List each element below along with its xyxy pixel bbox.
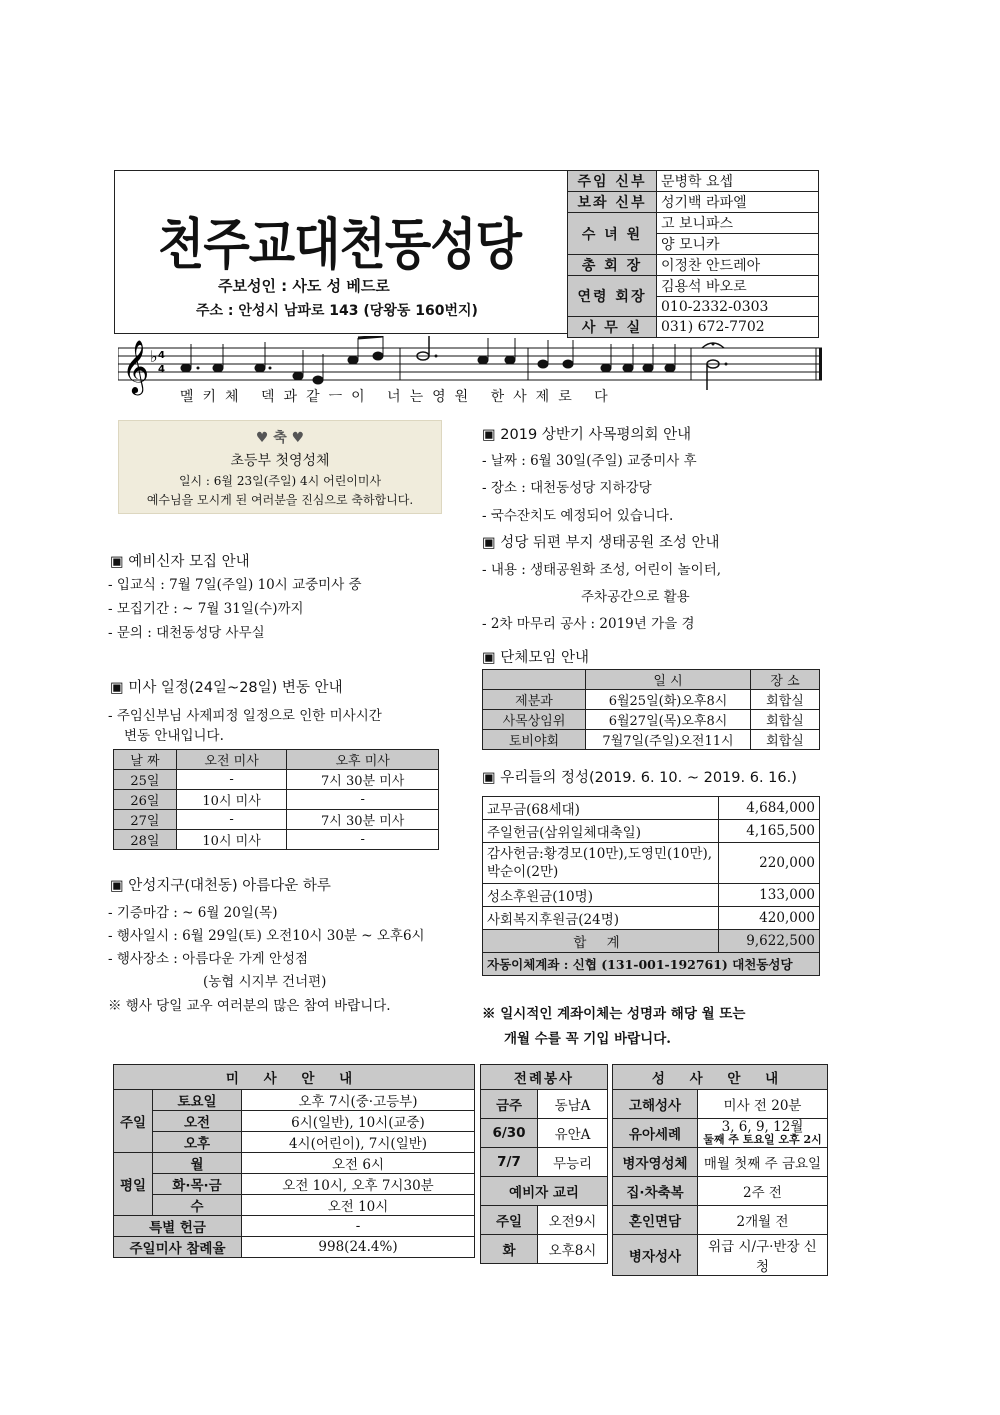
offering-note: 개월 수를 꼭 기입 바랍니다. — [504, 1031, 671, 1047]
staff-label: 사 무 실 — [568, 317, 657, 338]
staff-table — [567, 170, 819, 338]
table-row — [114, 790, 439, 810]
liturgy-service-table — [480, 1064, 608, 1264]
eco-park-heading: ▣ 성당 뒤편 부지 생태공원 조성 안내 — [482, 535, 720, 551]
group-name: 토비야회 — [483, 730, 586, 750]
account-row — [483, 953, 820, 976]
table-row — [483, 797, 820, 820]
special-offering: - — [242, 1216, 475, 1237]
offering-label: 주일헌금(삼위일체대축일) — [483, 820, 719, 843]
mass-day: 월 — [153, 1153, 242, 1174]
offering-label: 성소후원금(10명) — [483, 884, 719, 907]
date-cell: 26일 — [114, 790, 177, 810]
col-header: 오후 미사 — [287, 750, 439, 770]
catechumen-heading: ▣ 예비신자 모집 안내 — [110, 554, 250, 570]
district-item: - 행사장소 : 아름다운 가게 안성점 — [108, 951, 309, 967]
table-row — [483, 730, 820, 750]
catechism-day: 주일 — [481, 1206, 538, 1235]
table-row — [114, 830, 439, 850]
staff-phone: 010-2332-0303 — [657, 297, 819, 317]
mass-time: 오전 10시, 오후 7시30분 — [242, 1174, 475, 1195]
celebration-box — [118, 420, 442, 514]
total-amount: 9,622,500 — [719, 930, 820, 953]
baptism-months: 3, 6, 9, 12월 — [721, 1118, 804, 1135]
col-header: 일 시 — [586, 670, 751, 690]
catechism-day: 화 — [481, 1235, 538, 1264]
sunday-label: 주일 — [114, 1090, 153, 1153]
sacrament-info: 위급 시/구·반장 신청 — [698, 1235, 828, 1276]
service-group: 무능리 — [538, 1148, 608, 1177]
eco-park-item: 주차공간으로 활용 — [581, 589, 690, 605]
offering-label: 교무금(68세대) — [483, 797, 719, 820]
council-item: - 날짜 : 6월 30일(주일) 교중미사 후 — [482, 453, 697, 469]
week-label: 6/30 — [481, 1119, 538, 1148]
mass-day: 수 — [153, 1195, 242, 1216]
sacrament-table — [612, 1064, 828, 1276]
mass-day: 화·목·금 — [153, 1174, 242, 1195]
table-row — [483, 820, 820, 843]
offering-amount: 220,000 — [719, 843, 820, 884]
sacrament-name: 혼인면담 — [613, 1206, 698, 1235]
celebration-line: 예수님을 모시게 된 여러분을 진심으로 축하합니다. — [146, 493, 414, 507]
offering-amount: 133,000 — [719, 884, 820, 907]
special-offering-label: 특별 헌금 — [114, 1216, 242, 1237]
staff-label: 총 회 장 — [568, 255, 657, 276]
district-heading: ▣ 안성지구(대천동) 아름다운 하루 — [110, 878, 331, 894]
patron-saint: 주보성인 : 사도 성 베드로 — [218, 277, 390, 295]
baptism-time: 둘째 주 토요일 오후 2시 — [703, 1132, 822, 1146]
mass-change-heading: ▣ 미사 일정(24일~28일) 변동 안내 — [110, 680, 343, 696]
sacrament-title: 성 사 안 내 — [613, 1065, 828, 1090]
district-item: - 행사일시 : 6월 29일(토) 오전10시 30분 ~ 오후6시 — [108, 928, 425, 944]
eco-park-item: - 내용 : 생태공원화 조성, 어린이 놀이터, — [482, 562, 722, 578]
mass-change-table — [113, 749, 439, 850]
church-address: 주소 : 안성시 남파로 143 (당왕동 160번지) — [196, 303, 478, 319]
sacrament-name: 유아세례 — [613, 1119, 698, 1148]
group-name: 사목상임위 — [483, 710, 586, 730]
col-header: 오전 미사 — [176, 750, 287, 770]
staff-value: 성기백 라파엘 — [657, 192, 819, 213]
mass-day: 토요일 — [153, 1090, 242, 1111]
celebration-line: 일시 : 6월 23일(주일) 4시 어린이미사 — [178, 474, 382, 488]
district-note: ※ 행사 당일 교우 여러분의 많은 참여 바랍니다. — [108, 998, 391, 1014]
sacrament-info: 매월 첫째 주 금요일 — [698, 1148, 828, 1177]
total-label: 합 계 — [483, 930, 719, 953]
service-group: 유안A — [538, 1119, 608, 1148]
col-header — [483, 670, 586, 690]
catechumen-item: - 모집기간 : ~ 7월 31일(수)까지 — [108, 601, 304, 617]
catechism-time: 오후8시 — [538, 1235, 608, 1264]
mass-time: 4시(어린이), 7시(일반) — [242, 1132, 475, 1153]
groups-table — [482, 669, 820, 750]
staff-phone: 031) 672-7702 — [657, 317, 819, 338]
group-place: 회합실 — [751, 710, 820, 730]
sacrament-name: 병자영성체 — [613, 1148, 698, 1177]
staff-value: 이정찬 안드레아 — [657, 255, 819, 276]
date-cell: 25일 — [114, 770, 177, 790]
staff-label: 주임 신부 — [568, 171, 657, 192]
sacrament-name: 고해성사 — [613, 1090, 698, 1119]
liturgy-title: 전례봉사 — [481, 1065, 608, 1090]
service-group: 동남A — [538, 1090, 608, 1119]
weekday-label: 평일 — [114, 1153, 153, 1216]
council-item: - 국수잔치도 예정되어 있습니다. — [482, 508, 674, 524]
week-label: 7/7 — [481, 1148, 538, 1177]
groups-heading: ▣ 단체모임 안내 — [482, 650, 589, 666]
staff-value: 김용석 바오로 — [657, 276, 819, 297]
col-header: 날 짜 — [114, 750, 177, 770]
group-place: 회합실 — [751, 690, 820, 710]
hymn-lyrics: 멜키체 덱과같ㅡ이 너는영원 한사제로 다 — [180, 389, 617, 405]
date-cell: 27일 — [114, 810, 177, 830]
group-name: 제분과 — [483, 690, 586, 710]
catechism-time: 오전9시 — [538, 1206, 608, 1235]
bank-account: 자동이체계좌 : 신협 (131-001-192761) 대천동성당 — [483, 953, 820, 976]
staff-value: 문병학 요셉 — [657, 171, 819, 192]
offering-label: 사회복지후원금(24명) — [483, 907, 719, 930]
sacrament-name: 병자성사 — [613, 1235, 698, 1276]
sacrament-name: 집·차축복 — [613, 1177, 698, 1206]
attendance-label: 주일미사 참례율 — [114, 1237, 242, 1258]
mass-change-note: - 주임신부님 사제피정 일정으로 인한 미사시간 — [108, 708, 382, 724]
offering-amount: 420,000 — [719, 907, 820, 930]
sacrament-info: 2주 전 — [698, 1177, 828, 1206]
svg-text:♭: ♭ — [150, 347, 158, 366]
staff-label: 수 녀 원 — [568, 213, 657, 255]
am-cell: 10시 미사 — [176, 790, 287, 810]
mass-change-note: 변동 안내입니다. — [124, 728, 224, 744]
celebration-subtitle: 초등부 첫영성체 — [230, 453, 330, 469]
offering-amount: 4,165,500 — [719, 820, 820, 843]
week-label: 금주 — [481, 1090, 538, 1119]
offering-amount: 4,684,000 — [719, 797, 820, 820]
date-cell: 28일 — [114, 830, 177, 850]
sacrament-info: 2개월 전 — [698, 1206, 828, 1235]
group-time: 7월7일(주일)오전11시 — [586, 730, 751, 750]
pm-cell: - — [287, 830, 439, 850]
group-time: 6월25일(화)오후8시 — [586, 690, 751, 710]
table-row — [483, 690, 820, 710]
mass-guide-table — [113, 1064, 475, 1258]
mass-day: 오후 — [153, 1132, 242, 1153]
table-row — [483, 907, 820, 930]
offering-label: 감사헌금:황경모(10만),도영민(10만),박순이(2만) — [483, 843, 719, 884]
staff-label: 보좌 신부 — [568, 192, 657, 213]
celebration-title: ♥ 축 ♥ — [255, 430, 305, 446]
mass-time: 6시(일반), 10시(교중) — [242, 1111, 475, 1132]
am-cell: - — [176, 770, 287, 790]
staff-label: 연령 회장 — [568, 276, 657, 317]
pm-cell: - — [287, 790, 439, 810]
table-row — [114, 810, 439, 830]
group-place: 회합실 — [751, 730, 820, 750]
offering-heading: ▣ 우리들의 정성(2019. 6. 10. ~ 2019. 6. 16.) — [482, 770, 797, 786]
total-row — [483, 930, 820, 953]
council-heading: ▣ 2019 상반기 사목평의회 안내 — [482, 427, 692, 443]
am-cell: 10시 미사 — [176, 830, 287, 850]
mass-time: 오후 7시(중·고등부) — [242, 1090, 475, 1111]
group-time: 6월27일(목)오후8시 — [586, 710, 751, 730]
catechumen-item: - 문의 : 대천동성당 사무실 — [108, 625, 265, 641]
catechism-title: 예비자 교리 — [481, 1177, 608, 1206]
sacrament-info: 미사 전 20분 — [698, 1090, 828, 1119]
col-header: 장 소 — [751, 670, 820, 690]
attendance-rate: 998(24.4%) — [242, 1237, 475, 1258]
staff-value: 고 보니파스 — [657, 213, 819, 234]
svg-text:4: 4 — [158, 350, 165, 361]
council-item: - 장소 : 대천동성당 지하강당 — [482, 480, 652, 496]
district-place-sub: (농협 시지부 건너편) — [203, 974, 327, 990]
offering-table — [482, 796, 820, 976]
mass-guide-title: 미 사 안 내 — [114, 1065, 475, 1090]
table-row — [483, 710, 820, 730]
staff-value: 양 모니카 — [657, 234, 819, 255]
treble-clef-icon: 𝄞 — [122, 339, 150, 393]
sacrament-info — [698, 1119, 828, 1148]
table-row — [114, 770, 439, 790]
svg-text:4: 4 — [158, 364, 165, 375]
church-title: 천주교대천동성당 — [158, 212, 521, 278]
mass-day: 오전 — [153, 1111, 242, 1132]
table-row — [483, 843, 820, 884]
pm-cell: 7시 30분 미사 — [287, 810, 439, 830]
mass-time: 오전 6시 — [242, 1153, 475, 1174]
table-row — [483, 884, 820, 907]
am-cell: - — [176, 810, 287, 830]
district-item: - 기증마감 : ~ 6월 20일(목) — [108, 905, 278, 921]
offering-note: ※ 일시적인 계좌이체는 성명과 해당 월 또는 — [482, 1006, 746, 1022]
eco-park-item: - 2차 마무리 공사 : 2019년 가을 경 — [482, 616, 695, 632]
pm-cell: 7시 30분 미사 — [287, 770, 439, 790]
mass-time: 오전 10시 — [242, 1195, 475, 1216]
catechumen-item: - 입교식 : 7월 7일(주일) 10시 교중미사 중 — [108, 577, 362, 593]
